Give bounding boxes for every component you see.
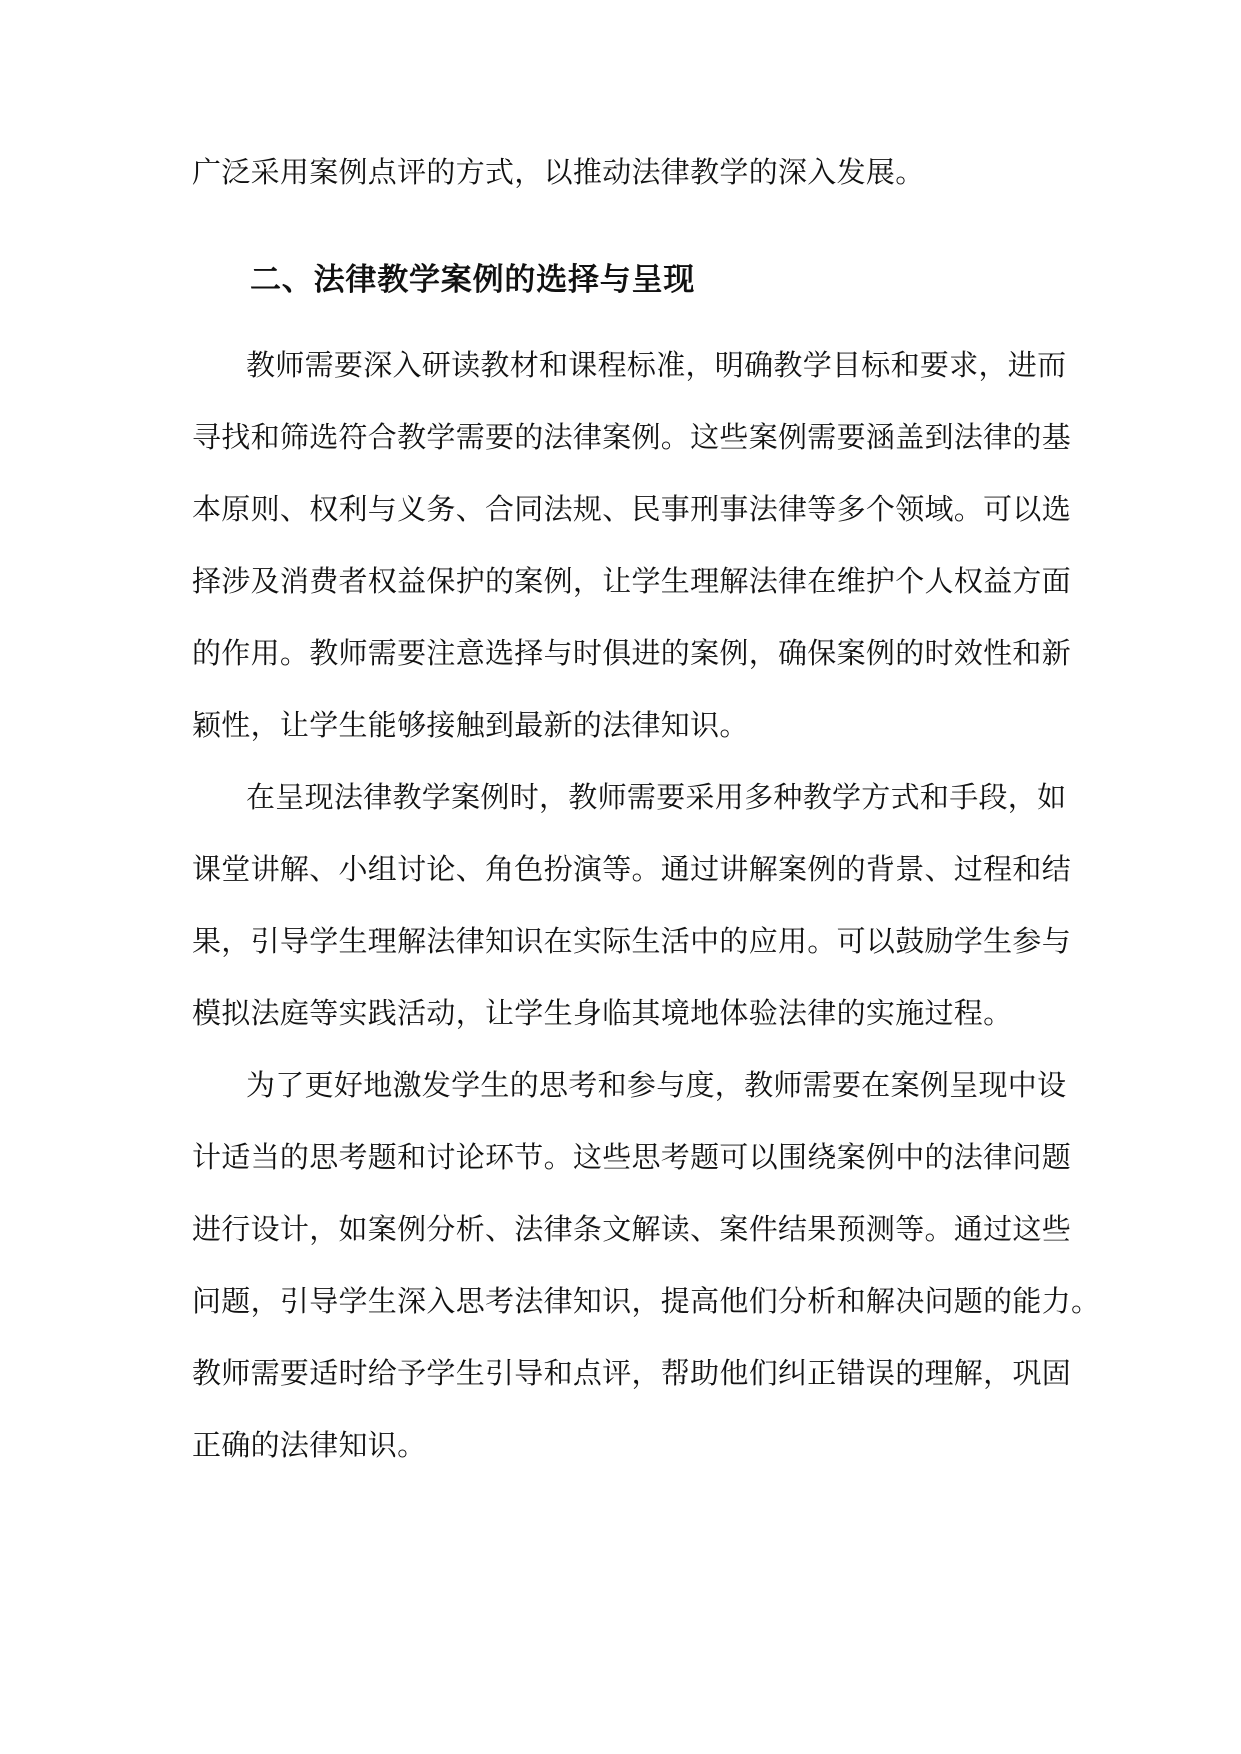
text-line: 广泛采用案例点评的方式，以推动法律教学的深入发展。 [192, 155, 925, 189]
text-line: 寻找和筛选符合教学需要的法律案例。这些案例需要涵盖到法律的基 [192, 420, 1072, 454]
paragraph-first-line: 教师需要深入研读教材和课程标准，明确教学目标和要求，进而 [246, 348, 1067, 382]
text-line: 的作用。教师需要注意选择与时俱进的案例，确保案例的时效性和新 [192, 636, 1072, 670]
text-line: 问题，引导学生深入思考法律知识，提高他们分析和解决问题的能力。 [192, 1284, 1101, 1318]
text-line: 本原则、权利与义务、合同法规、民事刑事法律等多个领域。可以选 [192, 492, 1072, 526]
text-line: 颖性，让学生能够接触到最新的法律知识。 [192, 708, 749, 742]
text-line: 果，引导学生理解法律知识在实际生活中的应用。可以鼓励学生参与 [192, 924, 1072, 958]
section-heading: 二、法律教学案例的选择与呈现 [250, 262, 696, 298]
text-line: 计适当的思考题和讨论环节。这些思考题可以围绕案例中的法律问题 [192, 1140, 1072, 1174]
paragraph-first-line: 为了更好地激发学生的思考和参与度，教师需要在案例呈现中设 [246, 1068, 1067, 1102]
text-line: 课堂讲解、小组讨论、角色扮演等。通过讲解案例的背景、过程和结 [192, 852, 1072, 886]
paragraph-first-line: 在呈现法律教学案例时，教师需要采用多种教学方式和手段，如 [246, 780, 1067, 814]
text-line: 正确的法律知识。 [192, 1428, 427, 1462]
text-line: 择涉及消费者权益保护的案例，让学生理解法律在维护个人权益方面 [192, 564, 1072, 598]
text-line: 进行设计，如案例分析、法律条文解读、案件结果预测等。通过这些 [192, 1212, 1072, 1246]
text-line: 教师需要适时给予学生引导和点评，帮助他们纠正错误的理解，巩固 [192, 1356, 1072, 1390]
text-line: 模拟法庭等实践活动，让学生身临其境地体验法律的实施过程。 [192, 996, 1013, 1030]
